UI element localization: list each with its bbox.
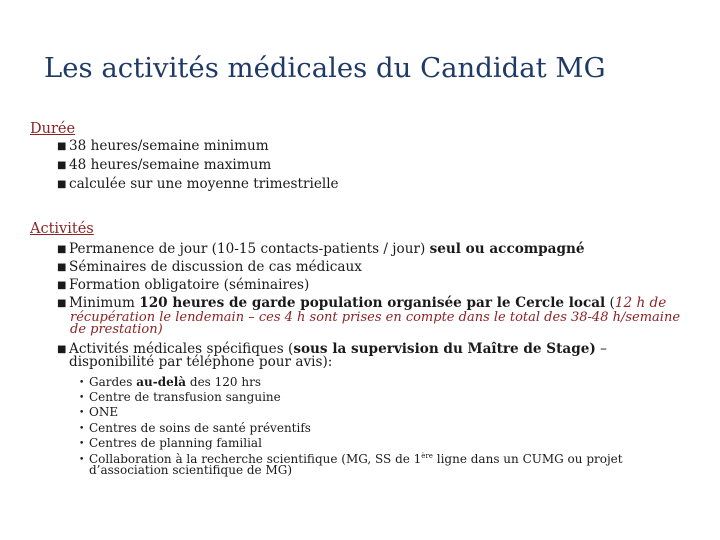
sub-item: • Centre de transfusion sanguine <box>79 390 281 404</box>
sub-item: • Collaboration à la recherche scientifique (MG, SS de 1ère ligne dans un CUMG ou projet <box>79 452 623 466</box>
sub-item: • Gardes au-delà des 120 hrs <box>79 375 261 389</box>
duree-item: ■ 48 heures/semaine maximum <box>57 157 272 173</box>
sub-item: • ONE <box>79 405 119 419</box>
duree-item: ■ 38 heures/semaine minimum <box>57 138 269 154</box>
dot-bullet-icon: • <box>79 439 85 449</box>
dot-bullet-icon: • <box>79 408 85 418</box>
activites-heading: Activités <box>30 221 94 237</box>
activite-item: ■ Minimum 120 heures de garde population organisée par le Cercle local (12 h de <box>57 295 667 311</box>
square-bullet-icon: ■ <box>57 344 67 355</box>
square-bullet-icon: ■ <box>57 160 67 171</box>
sub-item: • Centres de soins de santé préventifs <box>79 421 311 435</box>
sub-item: • Centres de planning familial <box>79 436 262 450</box>
slide-title: Les activités médicales du Candidat MG <box>44 52 606 84</box>
activite-item: ■ Formation obligatoire (séminaires) <box>57 277 310 293</box>
dot-bullet-icon: • <box>79 424 85 434</box>
activite-item: ■ Activités médicales spécifiques (sous la supervision du Maître de Stage) – <box>57 341 607 357</box>
square-bullet-icon: ■ <box>57 298 67 309</box>
square-bullet-icon: ■ <box>57 280 67 291</box>
recuperation-note: récupération le lendemain – ces 4 h sont prises en compte dans le total des 38-48 h/semaine <box>70 310 681 325</box>
dot-bullet-icon: • <box>79 455 85 465</box>
square-bullet-icon: ■ <box>57 262 67 273</box>
activite-item: ■ Séminaires de discussion de cas médicaux <box>57 259 362 275</box>
activite-item: ■ Permanence de jour (10-15 contacts-patients / jour) seul ou accompagné <box>57 241 585 257</box>
duree-item: ■ calculée sur une moyenne trimestrielle <box>57 176 339 192</box>
sub-item-continuation: d’association scientifique de MG) <box>89 463 293 477</box>
dot-bullet-icon: • <box>79 393 85 403</box>
dot-bullet-icon: • <box>79 378 85 388</box>
duree-heading: Durée <box>30 121 76 137</box>
recuperation-note-end: de prestation) <box>70 322 163 337</box>
square-bullet-icon: ■ <box>57 179 67 190</box>
square-bullet-icon: ■ <box>57 244 67 255</box>
square-bullet-icon: ■ <box>57 141 67 152</box>
activite-item-continuation: disponibilité par téléphone pour avis): <box>69 354 333 370</box>
